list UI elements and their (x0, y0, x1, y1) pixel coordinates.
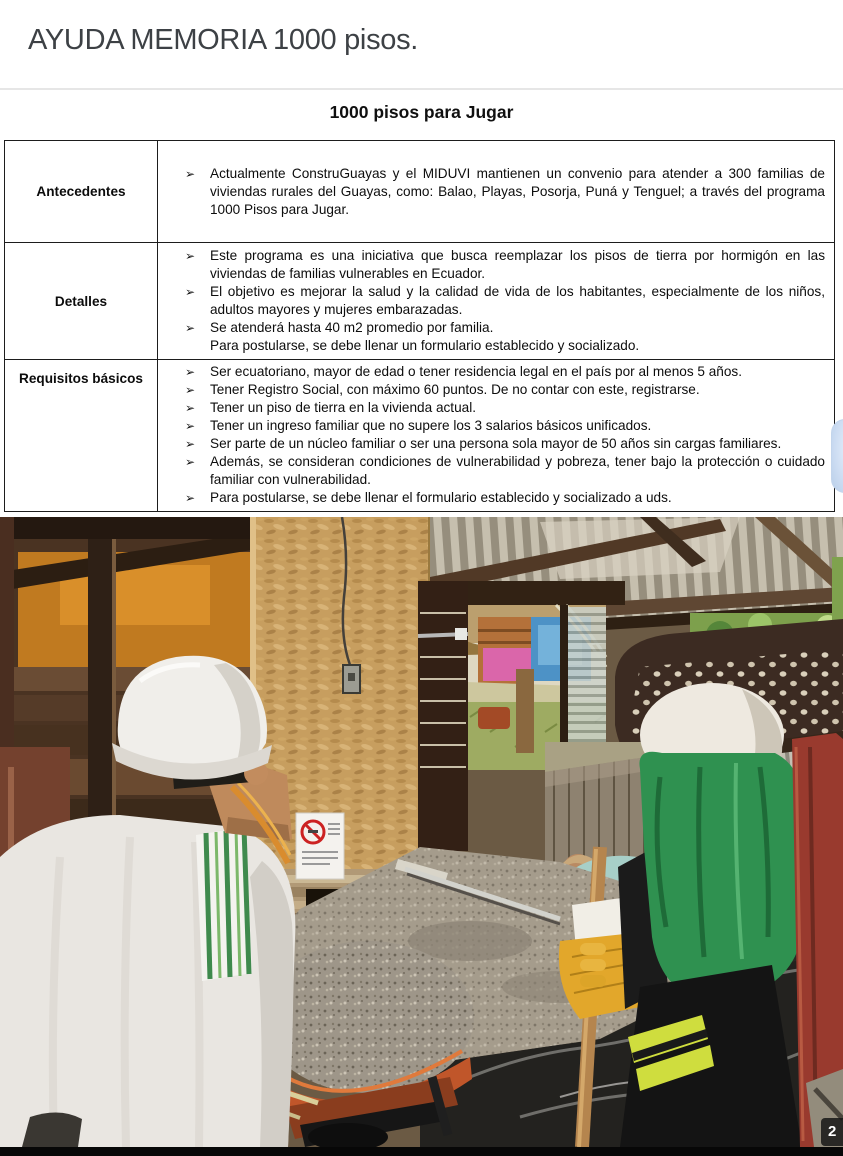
bullet-arrow-icon: ➢ (185, 285, 196, 299)
bullet-text: Tener un piso de tierra en la vivienda actual. (210, 400, 476, 415)
row-content-antecedentes (158, 141, 835, 243)
row-content-requisitos (158, 360, 835, 512)
list-item (158, 283, 825, 319)
list-item (158, 363, 825, 381)
bullet-text: Ser parte de un núcleo familiar o ser una persona sola mayor de 50 años sin cargas familiares. (210, 436, 782, 451)
bullet-text: Además, se consideran condiciones de vulnerabilidad y pobreza, tener bajo la protección o cuidado familiar con vulnerabilidad. (210, 454, 825, 487)
bullet-text: Este programa es una iniciativa que busca reemplazar los pisos de tierra por hormigón en las viviendas de familias vulnerables en Ecuador. (210, 248, 825, 281)
list-item (158, 247, 825, 283)
page-title: AYUDA MEMORIA 1000 pisos. (28, 24, 419, 56)
bullet-text: Para postularse, se debe llenar un formulario establecido y socializado. (210, 338, 640, 353)
bullet-arrow-icon: ➢ (185, 365, 196, 379)
bullet-text: Tener Registro Social, con máximo 60 puntos. De no contar con este, registrarse. (210, 382, 700, 397)
list-item (158, 381, 825, 399)
bullet-text: Se atenderá hasta 40 m2 promedio por familia. (210, 320, 494, 335)
bullet-arrow-icon: ➢ (185, 491, 196, 505)
no-smoking-sign (296, 813, 344, 879)
side-floating-widget[interactable] (831, 419, 843, 493)
worker-green-hood (618, 683, 804, 1147)
list-item (158, 489, 825, 507)
bullet-text: El objetivo es mejorar la salud y la calidad de vida de los habitantes, especialmente de los niños, adultos mayores y mujeres embarazadas. (210, 284, 825, 317)
row-content-detalles (158, 243, 835, 360)
table-row (5, 243, 835, 360)
bullet-arrow-icon: ➢ (185, 455, 196, 469)
bullet-arrow-icon: ➢ (185, 419, 196, 433)
header-divider (0, 88, 843, 90)
bullet-arrow-icon: ➢ (185, 166, 196, 181)
list-item (158, 453, 825, 489)
memo-table (4, 140, 835, 512)
bullet-text: Actualmente ConstruGuayas y el MIDUVI mantienen un convenio para atender a 300 familias de viviendas rurales del Guayas, como: Balao, Playas, Posorja, Puná y Tenguel; a través del programa 1000 Pisos para Jugar. (210, 165, 825, 217)
row-label-requisitos: Requisitos básicos (5, 360, 158, 512)
bullet-arrow-icon: ➢ (185, 401, 196, 415)
bullet-text: Ser ecuatoriano, mayor de edad o tener residencia legal en el país por al menos 5 años. (210, 364, 742, 379)
page-number-badge: 2 (821, 1118, 843, 1146)
bullet-text: Tener un ingreso familiar que no supere los 3 salarios básicos unificados. (210, 418, 652, 433)
bullet-arrow-icon: ➢ (185, 383, 196, 397)
photo-construction-site (0, 517, 843, 1147)
bullet-arrow-icon: ➢ (185, 437, 196, 451)
document-heading: 1000 pisos para Jugar (329, 102, 514, 122)
list-item (158, 417, 825, 435)
bullet-arrow-icon: ➢ (185, 321, 196, 335)
louvered-door (418, 581, 468, 851)
row-label-detalles: Detalles (5, 243, 158, 360)
bullet-arrow-icon: ➢ (185, 249, 196, 263)
bullet-text: Para postularse, se debe llenar el formulario establecido y socializado a uds. (210, 490, 672, 505)
list-item (158, 399, 825, 417)
list-item (158, 337, 825, 355)
red-post (792, 733, 843, 1147)
table-row (5, 141, 835, 243)
list-item (158, 165, 825, 219)
list-item (158, 435, 825, 453)
table-row (5, 360, 835, 512)
green-hood (639, 752, 804, 1001)
bottom-bar (0, 1147, 843, 1156)
row-label-antecedentes: Antecedentes (5, 141, 158, 243)
list-item (158, 319, 825, 337)
